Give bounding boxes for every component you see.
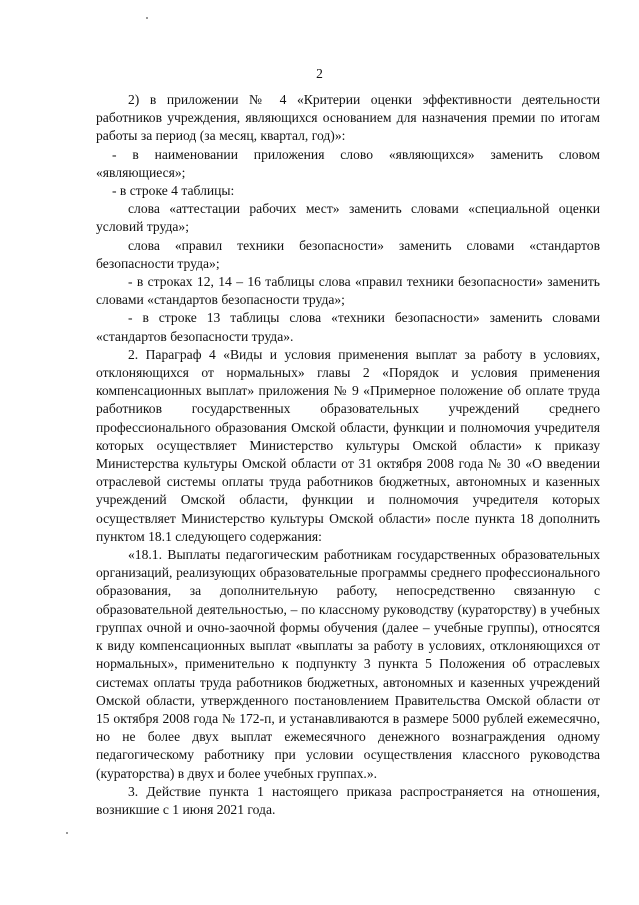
paragraph-workplace-attestation: слова «аттестации рабочих мест» заменить словами «специальной оценки условий труда»; — [96, 201, 600, 235]
paragraph-section-3: 3. Действие пункта 1 настоящего приказа распространяется на отношения, возникшие с 1 июня 2021 года. — [96, 783, 600, 817]
paragraph-table-row-13: - в строке 13 таблицы слова «техники безопасности» заменить словами «стандартов безопасности труда». — [96, 310, 600, 344]
scan-speck — [146, 17, 148, 19]
paragraph-table-rows-12-16: - в строках 12, 14 – 16 таблицы слова «правил техники безопасности» заменить словами «стандартов безопасности труда»; — [96, 274, 600, 308]
paragraph-appendix-title-change: - в наименовании приложения слово «являющихся» заменить словом «являющиеся»; — [96, 146, 600, 180]
document-body — [96, 91, 600, 819]
page-number: 2 — [316, 66, 323, 81]
paragraph-section-2: 2. Параграф 4 «Виды и условия применения выплат за работу в условиях, отклоняющихся от нормальных» главы 2 «Порядок и условия применения компенсационных выплат» приложения № 9 «Примерное положение об оплате труда работников государственных образовательных учреждений среднего профессионального образования Омской области, функции и полномочия учредителя которых осуществляет Министерство культуры Омской области» к приказу Министерства культуры Омской области от 31 октября 2008 года № 30 «О введении отраслевой системы оплаты труда работников бюджетных, автономных и казенных учреждений Омской области, функции и полномочия учредителя которых осуществляет Министерство культуры Омской области» после пункта 18 дополнить пунктом 18.1 следующего содержания: — [96, 346, 600, 544]
scan-speck — [66, 832, 68, 834]
paragraph-appendix-4: 2) в приложении № 4 «Критерии оценки эффективности деятельности работников учреждения, являющихся основанием для назначения премии по итогам работы за период (за месяц, квартал, год)»: — [96, 92, 600, 144]
paragraph-table-row-4: - в строке 4 таблицы: — [112, 183, 235, 199]
paragraph-safety-rules: слова «правил техники безопасности» заменить словами «стандартов безопасности труда»; — [96, 237, 600, 271]
paragraph-clause-18-1: «18.1. Выплаты педагогическим работникам государственных образовательных организаций, реализующих образовательные программы среднего профессионального образования, за дополнительную работу, непосредственно связанную с образовательной деятельностью, – по классному руководству (кураторству) в учебных группах очной и очно-заочной формы обучения (далее – учебные группы), относятся к виду компенсационных выплат «выплаты за работу в условиях, отклоняющихся от нормальных», применительно к подпункту 3 пункта 5 Положения об отраслевых системах оплаты труда работников бюджетных, автономных и казенных учреждений Омской области, утвержденного постановлением Правительства Омской области от 15 октября 2008 года № 172-п, и устанавливаются в размере 5000 рублей ежемесячно, но не более двух выплат ежемесячного денежного вознаграждения одному педагогическому работнику при условии осуществления классного руководства (кураторства) в двух и более учебных группах.». — [96, 547, 600, 781]
